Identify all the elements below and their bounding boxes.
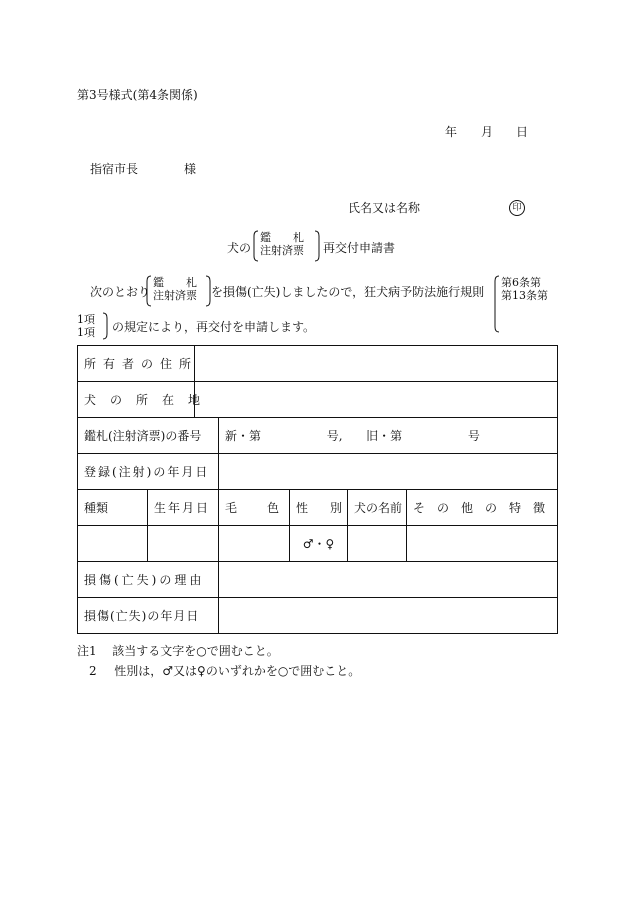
law-option-art13: 第13条第 [501, 289, 548, 302]
date-day: 日 [516, 125, 529, 139]
owner-address-label: 所有者の住所 [78, 346, 195, 382]
item-option-2: 1項 [77, 326, 95, 339]
title-prefix: 犬の [227, 241, 252, 255]
law-option-art6: 第6条第 [501, 276, 541, 289]
registration-date-field[interactable] [219, 454, 558, 490]
note-1 [77, 642, 279, 659]
applicant-name-label: 氏名又は名称 [348, 201, 421, 215]
item-options [77, 313, 95, 339]
note-1-label: 注1 [77, 644, 97, 658]
row-dog-location [78, 382, 558, 418]
item-right-bracket [102, 312, 108, 340]
body-line2-suffix: の規定により，再交付を申請します。 [112, 320, 316, 334]
other-features-field[interactable] [407, 526, 558, 562]
body-prefix: 次のとおり [90, 285, 151, 299]
title-options [260, 231, 304, 257]
application-table [77, 345, 558, 634]
seal-mark: 印 [509, 200, 525, 216]
row-dog-attributes-header [78, 490, 558, 526]
birth-date-field[interactable] [148, 526, 219, 562]
row-damage-date [78, 598, 558, 634]
body-option-vaccine: 注射済票 [153, 289, 197, 302]
addressee-mayor: 指宿市長 [90, 162, 139, 176]
birth-date-label: 生年月日 [148, 490, 219, 526]
applicant-seal [509, 199, 525, 216]
date-month: 月 [481, 125, 494, 139]
note-2-text: 性別は，♂又は♀のいずれかを○で囲むこと。 [114, 664, 361, 678]
row-dog-attributes-values [78, 526, 558, 562]
row-tag-number [78, 418, 558, 454]
other-features-label: その他の特徴 [407, 490, 558, 526]
damage-date-field[interactable] [219, 598, 558, 634]
coat-color-label: 毛色 [219, 490, 290, 526]
title-right-bracket [314, 230, 320, 262]
title-left-bracket [253, 230, 259, 262]
registration-date-label: 登録(注射)の年月日 [78, 454, 219, 490]
law-left-bracket [494, 275, 500, 333]
addressee-sama: 様 [184, 162, 197, 176]
damage-reason-field[interactable] [219, 562, 558, 598]
body-middle: を損傷(亡失)しましたので，狂犬病予防法施行規則 [211, 285, 485, 299]
row-owner-address [78, 346, 558, 382]
tag-old-go: 号 [467, 429, 480, 443]
body-options [153, 276, 197, 302]
tag-new-prefix: 新・第 [225, 429, 262, 443]
row-registration-date [78, 454, 558, 490]
damage-date-label: 損傷(亡失)の年月日 [78, 598, 219, 634]
tag-new-go: 号, [326, 429, 343, 443]
dog-location-label: 犬の所在地 [78, 382, 195, 418]
row-damage-reason [78, 562, 558, 598]
dog-location-field[interactable] [195, 382, 558, 418]
form-number: 第3号様式(第4条関係) [77, 88, 198, 102]
tag-number-field[interactable] [219, 418, 558, 454]
coat-color-field[interactable] [219, 526, 290, 562]
body-option-tag: 鑑 札 [153, 276, 197, 289]
breed-label: 種類 [78, 490, 148, 526]
body-left-bracket [146, 275, 152, 307]
damage-reason-label: 損傷(亡失)の理由 [78, 562, 219, 598]
sex-field[interactable]: ♂・♀ [290, 526, 348, 562]
note-1-text: 該当する文字を○で囲むこと。 [112, 644, 279, 658]
owner-address-field[interactable] [195, 346, 558, 382]
note-2 [89, 662, 360, 679]
title-suffix: 再交付申請書 [323, 241, 396, 255]
item-option-1: 1項 [77, 313, 95, 326]
breed-field[interactable] [78, 526, 148, 562]
tag-number-label: 鑑札(注射済票)の番号 [78, 418, 219, 454]
tag-old-prefix: 旧・第 [366, 429, 403, 443]
sex-label: 性別 [290, 490, 348, 526]
dog-name-label: 犬の名前 [348, 490, 407, 526]
title-option-tag: 鑑 札 [260, 231, 304, 244]
law-options [501, 276, 548, 302]
dog-name-field[interactable] [348, 526, 407, 562]
note-2-label: 2 [89, 664, 97, 678]
title-option-vaccine: 注射済票 [260, 244, 304, 257]
date-year: 年 [445, 125, 458, 139]
